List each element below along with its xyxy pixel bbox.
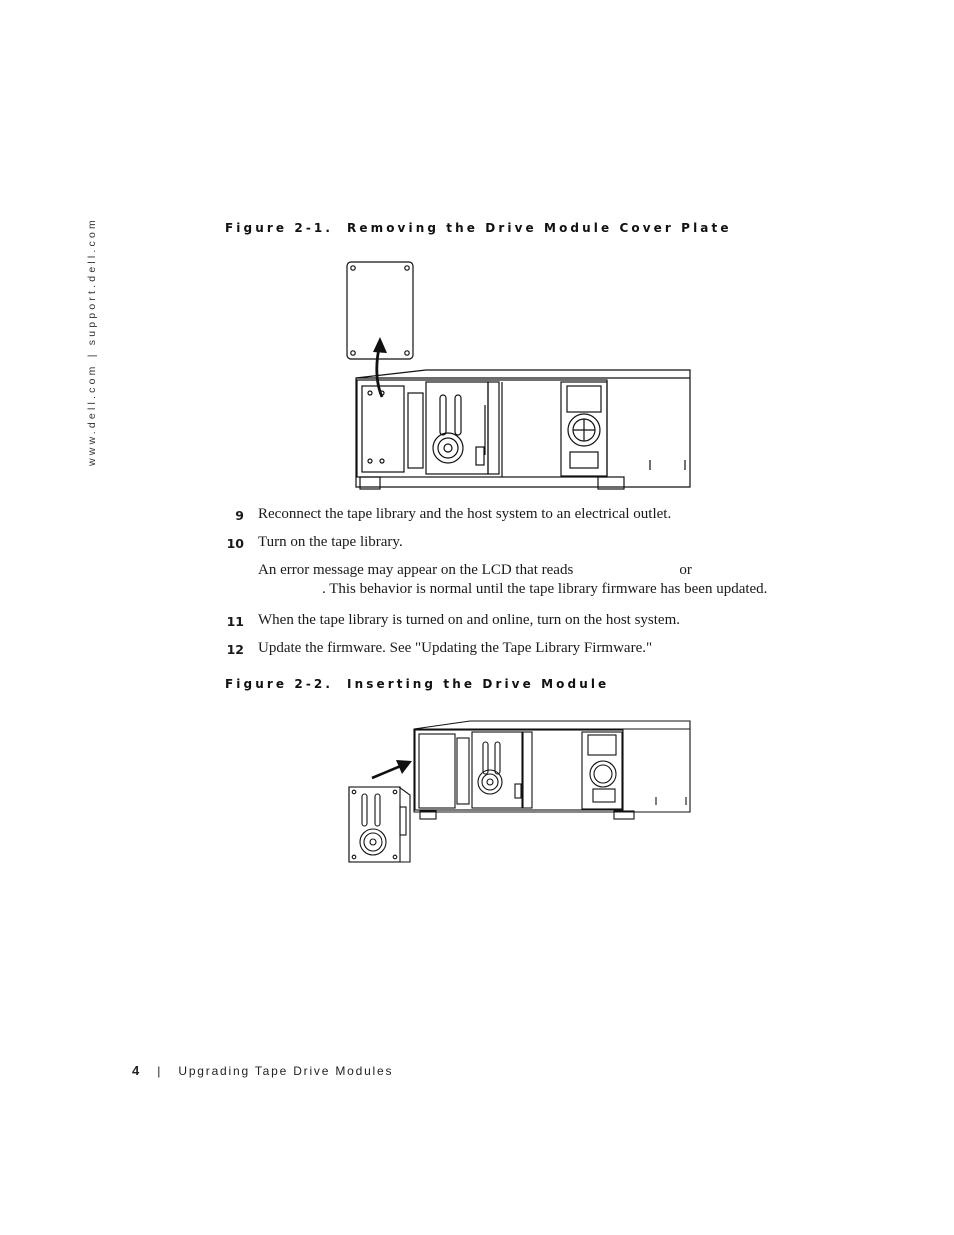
figure-caption-2	[225, 677, 609, 691]
step-text: When the tape library is turned on and online, turn on the host system.	[258, 612, 680, 628]
removal-arrow	[373, 337, 387, 397]
page-footer	[132, 1062, 393, 1080]
figure-title: Removing the Drive Module Cover Plate	[347, 221, 732, 235]
note-text-1: An error message may appear on the LCD that reads	[258, 562, 574, 578]
step-text: Reconnect the tape library and the host system to an electrical outlet.	[258, 506, 672, 522]
error-note	[258, 561, 848, 599]
figure-label: Figure 2-1.	[225, 221, 334, 235]
figure-title: Inserting the Drive Module	[347, 677, 610, 691]
figure-label: Figure 2-2.	[225, 677, 334, 691]
figure-removing-cover-plate	[330, 255, 700, 495]
step-number: 9	[235, 508, 244, 523]
side-url-text: www.dell.com | support.dell.com	[86, 217, 98, 466]
page-number: 4	[132, 1063, 140, 1078]
step-number: 11	[226, 614, 244, 629]
step-number: 10	[226, 536, 244, 551]
figure-caption-1	[225, 221, 732, 235]
note-text-3: . This behavior is normal until the tape library firmware has been updated.	[322, 581, 768, 597]
footer-separator: |	[157, 1064, 161, 1078]
side-url	[84, 217, 104, 466]
insertion-arrow	[372, 760, 412, 778]
tape-library-chassis	[356, 370, 690, 489]
section-title: Upgrading Tape Drive Modules	[178, 1064, 394, 1078]
figure-inserting-drive-module	[340, 712, 700, 872]
step-text: Update the firmware. See "Updating the Tape Library Firmware."	[258, 640, 653, 656]
note-text-2: or	[679, 562, 692, 578]
step-number: 12	[226, 642, 244, 657]
step-text: Turn on the tape library.	[258, 534, 403, 550]
drive-module	[349, 787, 410, 862]
tape-library-chassis	[414, 721, 690, 819]
